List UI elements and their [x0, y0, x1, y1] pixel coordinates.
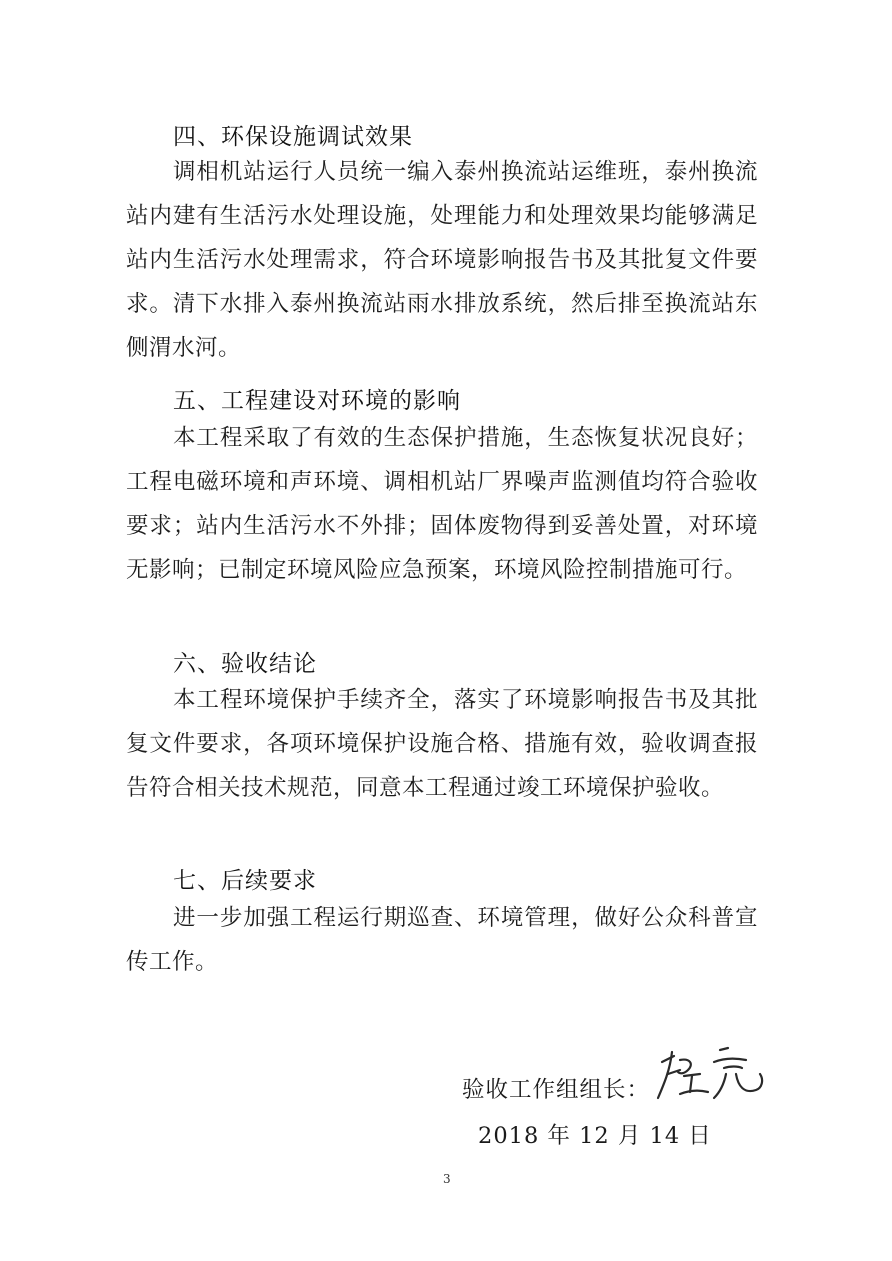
section-body-6: 本工程环境保护手续齐全，落实了环境影响报告书及其批复文件要求，各项环境保护设施合格、措施有效，验收调查报告符合相关技术规范，同意本工程通过竣工环境保护验收。: [126, 687, 758, 801]
section-body-5: 本工程采取了有效的生态保护措施，生态恢复状况良好；工程电磁环境和声环境、调相机站厂界噪声监测值均符合验收要求；站内生活污水不外排；固体废物得到妥善处置，对环境无影响；已制定环境风险应急预案，环境风险控制措施可行。: [126, 425, 758, 583]
section-heading-4: 四、环保设施调试效果: [173, 124, 413, 150]
section-heading-6: 六、验收结论: [173, 651, 317, 677]
section-body-7: 进一步加强工程运行期巡查、环境管理，做好公众科普宣传工作。: [126, 905, 758, 975]
page-number: 3: [443, 1172, 451, 1186]
section-heading-7: 七、后续要求: [173, 868, 317, 894]
section-heading-5: 五、工程建设对环境的影响: [173, 388, 461, 414]
signature-date: 2018 年 12 月 14 日: [478, 1123, 712, 1149]
handwritten-signature: [650, 1040, 770, 1110]
section-body-4: 调相机站运行人员统一编入泰州换流站运维班，泰州换流站内建有生活污水处理设施，处理能力和处理效果均能够满足站内生活污水处理需求，符合环境影响报告书及其批复文件要求。清下水排入泰州换流站雨水排放系统，然后排至换流站东侧渭水河。: [126, 159, 758, 361]
signature-label: 验收工作组组长：: [462, 1077, 651, 1103]
